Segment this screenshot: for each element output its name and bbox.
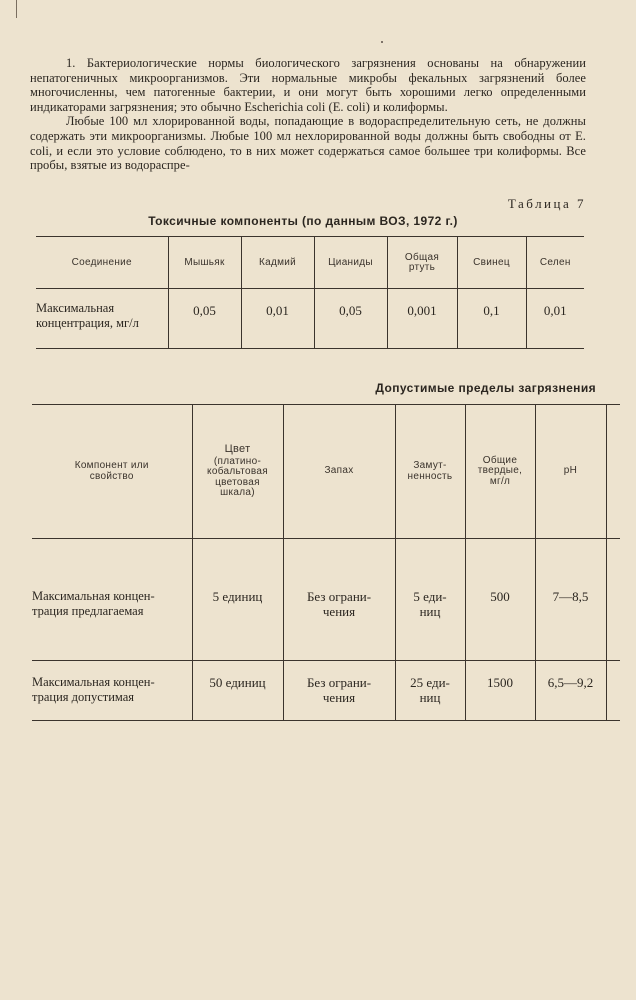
header-lead: Свинец [457,237,526,289]
proposed-solids: 500 [465,539,535,661]
limits-row-proposed [32,539,620,661]
proposed-turbidity [395,539,465,661]
table-number: Таблица 7 [507,196,586,211]
row-label-line2: концентрация, мг/л [36,316,139,330]
header-color-line5: шкала) [220,487,255,499]
proposed-edge [606,539,620,661]
header-color [192,405,283,539]
limits-header-row [32,405,620,539]
print-speck [381,41,383,43]
proposed-ph: 7—8,5 [535,539,606,661]
header-component [32,405,192,539]
header-total-mercury [387,237,457,289]
permissible-ph: 6,5—9,2 [535,661,606,721]
value-total-mercury: 0,001 [387,289,457,349]
limits-row-permissible [32,661,620,721]
value-lead: 0,1 [457,289,526,349]
row-label-permissible [32,661,192,721]
toxic-components-table [36,236,584,349]
permissible-turbidity-line2: ниц [419,690,441,705]
header-selenium: Селен [526,237,584,289]
permissible-solids: 1500 [465,661,535,721]
header-cyanides: Цианиды [314,237,387,289]
row-proposed-line1: Максимальная концен- [32,589,155,603]
proposed-odor-line2: чения [322,604,356,619]
row-label-proposed [32,539,192,661]
value-cadmium: 0,01 [241,289,314,349]
toxic-data-row [36,289,584,349]
value-cyanides: 0,05 [314,289,387,349]
contamination-limits-table [32,404,620,721]
permissible-odor-line1: Без ограни- [306,675,372,690]
row-label-line1: Максимальная [36,301,115,315]
toxic-components-title: Токсичные компоненты (по данным ВОЗ, 1972 г.) [148,214,458,228]
proposed-turbidity-line2: ниц [419,604,441,619]
header-arsenic: Мышьяк [168,237,241,289]
header-turbidity-line2: ненность [407,470,453,482]
body-text [30,56,586,173]
permissible-edge [606,661,620,721]
permissible-turbidity [395,661,465,721]
row-proposed-line2: трация предлагаемая [32,604,144,618]
header-total-mercury-line2: ртуть [408,261,436,273]
permissible-odor-line2: чения [322,690,356,705]
header-solids-line3: мг/л [489,475,511,487]
header-cadmium: Кадмий [241,237,314,289]
header-component-line2: свойство [89,470,134,482]
header-ph: pH [535,405,606,539]
header-total-mercury-line1: Общая [404,251,440,263]
proposed-odor-line1: Без ограни- [306,589,372,604]
page-edge-mark [16,0,17,18]
header-edge [606,405,620,539]
header-color-line1: Цвет [224,443,251,456]
header-total-solids [465,405,535,539]
paragraph-chlorinated-water: Любые 100 мл хлорированной воды, попадающие в водораспределительную сеть, не должны содержать эти микроорганизмы. Любые 100 мл нехлорированной воды должны быть свободны от E. coli, и если это условие соблюдено, то в них может содержаться самое большее три колиформы. Все пробы, взятые из водораспре- [30,114,586,173]
toxic-header-row [36,237,584,289]
header-solids-line2: твердые, [477,465,523,477]
value-selenium: 0,01 [526,289,584,349]
proposed-color: 5 единиц [192,539,283,661]
header-color-line2: (платино- [213,455,262,467]
row-label-max-concentration [36,289,168,349]
permissible-odor [283,661,395,721]
header-color-line4: цветовая [215,476,260,488]
header-odor: Запах [283,405,395,539]
header-component-line1: Компонент или [74,460,149,471]
header-turbidity [395,405,465,539]
proposed-turbidity-line1: 5 еди- [413,589,447,604]
header-color-line3: кобальтовая [207,466,268,478]
row-permissible-line1: Максимальная концен- [32,675,155,689]
limits-title: Допустимые пределы загрязнения [375,381,596,395]
header-compound: Соединение [71,256,132,268]
value-arsenic: 0,05 [168,289,241,349]
row-permissible-line2: трация допустимая [32,690,135,704]
proposed-odor [283,539,395,661]
permissible-turbidity-line1: 25 еди- [410,675,450,690]
header-turbidity-line1: Замут- [413,460,447,471]
header-solids-line1: Общие [482,454,518,466]
paragraph-bacteriological-norms: 1. Бактериологические нормы биологического загрязнения основаны на обнаружении непатогеничных микроорганизмов. Эти нормальные микробы фекальных загрязнений более многочисленны, чем патогенные бактерии, и они могут быть хорошими легко определенными индикаторами загрязнения; это обычно Escherichia coli (E. coli) и колиформы. [30,56,586,114]
permissible-color: 50 единиц [192,661,283,721]
